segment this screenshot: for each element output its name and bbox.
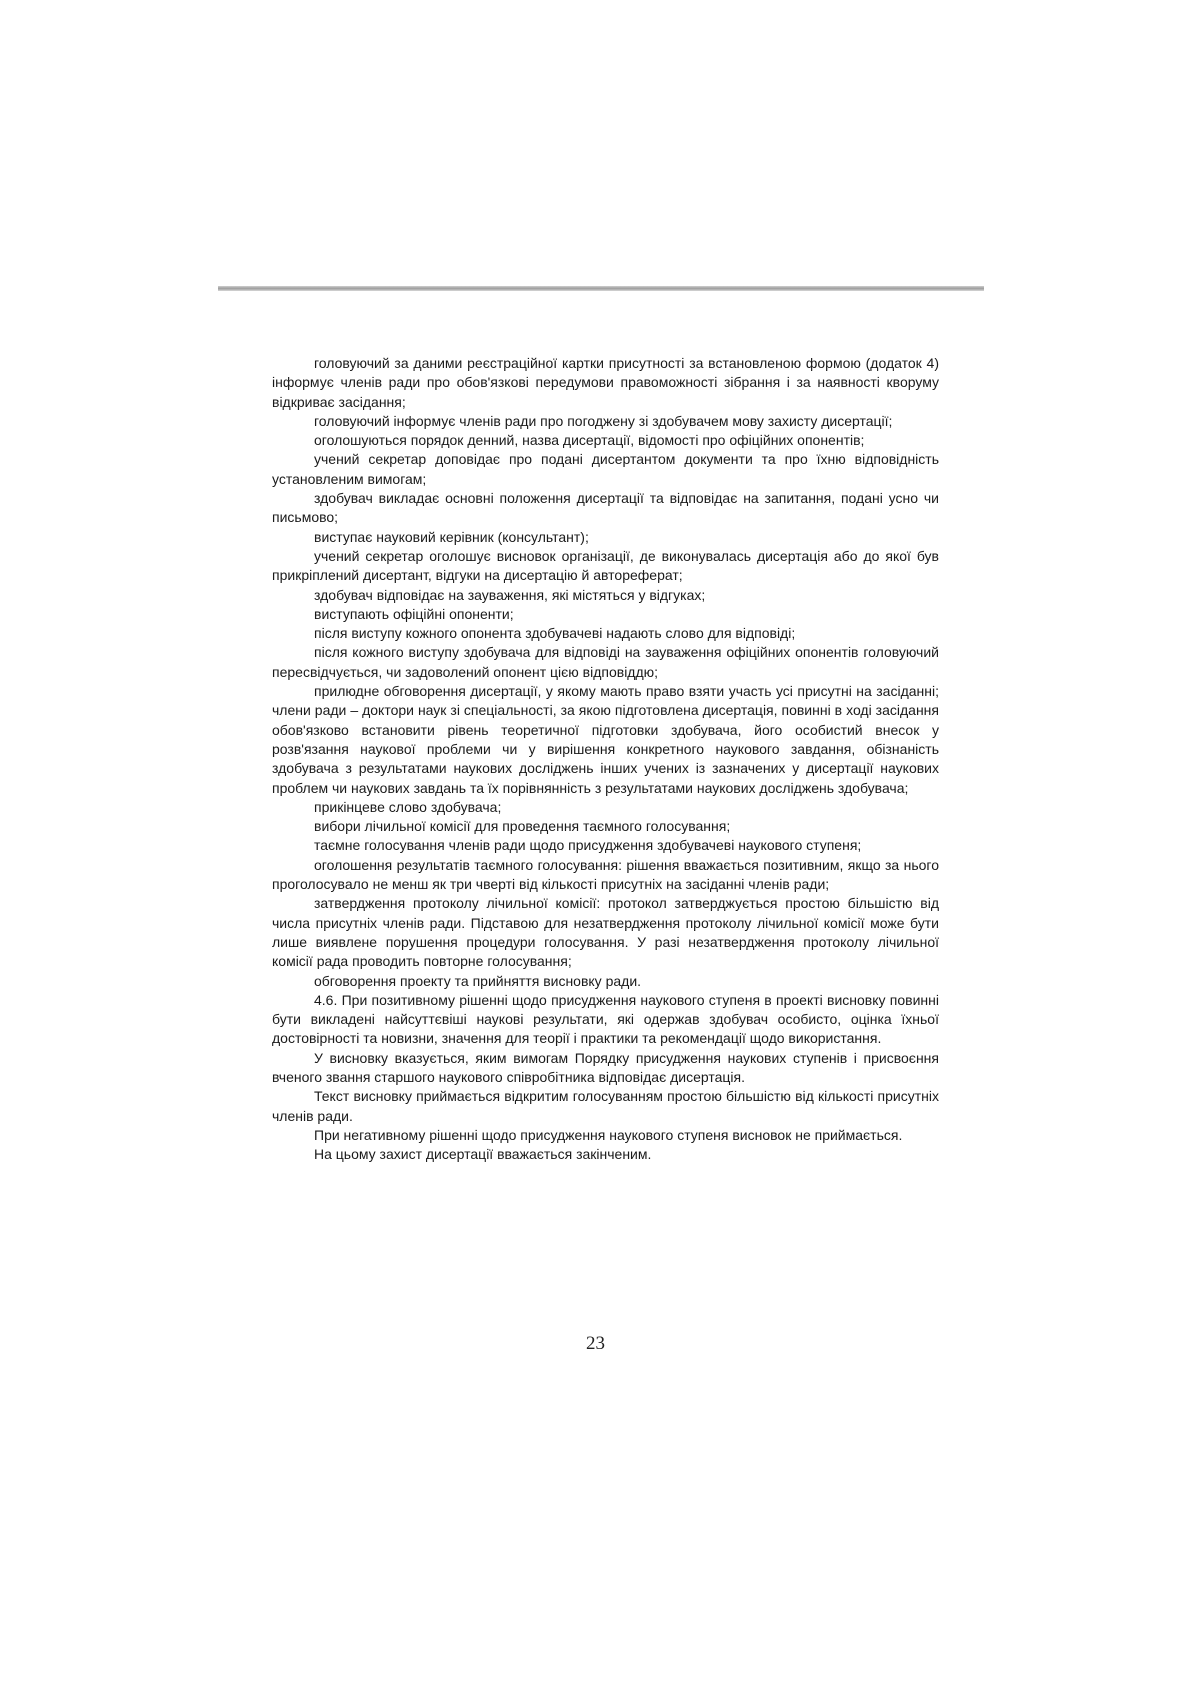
paragraph: головуючий інформує членів ради про погоджену зі здобувачем мову захисту дисертації; (314, 412, 893, 429)
paragraph: виступає науковий керівник (консультант); (314, 528, 589, 545)
main-text (272, 354, 939, 1164)
paragraph: оголошуються порядок денний, назва дисертації, відомості про офіційних опонентів; (314, 432, 865, 449)
paragraph: У висновку вказується, яким вимогам Порядку присудження наукових ступенів і присвоєння вченого звання старшого наукового співробітника відповідає дисертація. (272, 1049, 939, 1085)
header-rule (218, 286, 984, 291)
paragraph: оголошення результатів таємного голосування: рішення вважається позитивним, якщо за нього проголосувало не менш як три чверті від кількості присутніх на засіданні членів ради; (272, 856, 939, 893)
paragraph: 4.6. При позитивному рішенні щодо присудження наукового ступеня в проекті висновку повинні бути викладені найсуттєвіші наукові результати, які одержав здобувач особисто, оцінка їхньої достовірності та новизни, значення для теорії і практики та рекомендації щодо використання. (272, 991, 939, 1047)
paragraph: здобувач викладає основні положення дисертації та відповідає на запитання, подані усно чи письмово; (272, 490, 939, 526)
paragraph: Текст висновку приймається відкритим голосуванням простою більшістю від кількості присутніх членів ради. (272, 1088, 939, 1124)
paragraph: виступають офіційні опоненти; (314, 605, 514, 622)
paragraph: учений секретар оголошує висновок організації, де виконувалась дисертація або до якої був прикріплений дисертант, відгуки на дисертацію й автореферат; (272, 547, 939, 584)
paragraph: вибори лічильної комісії для проведення таємного голосування; (314, 818, 731, 835)
paragraph: учений секретар доповідає про подані дисертантом документи та про їхню відповідність установленим вимогам; (272, 451, 939, 487)
paragraph: здобувач відповідає на зауваження, які містяться у відгуках; (314, 586, 706, 603)
paragraph: прикінцеве слово здобувача; (314, 798, 502, 815)
paragraph: після кожного виступу здобувача для відповіді на зауваження офіційних опонентів головуючий пересвідчується, чи задоволений опонент цією відповіддю; (272, 644, 939, 680)
paragraph: затвердження протоколу лічильної комісії: протокол затверджується простою більшістю від числа присутніх членів ради. Підставою для незатвердження протоколу лічильної комісії може бути лише виявлене порушення процедури голосування. У разі незатвердження протоколу лічильної комісії рада проводить повторне голосування; (272, 895, 939, 970)
paragraph: При негативному рішенні щодо присудження наукового ступеня висновок не приймається. (314, 1126, 903, 1143)
paragraph: обговорення проекту та прийняття висновку ради. (314, 972, 642, 989)
paragraph: головуючий за даними реєстраційної картки присутності за встановленою формою (додаток 4) інформує членів ради про обов'язкові передумови правоможності зібрання і за наявності кворуму відкриває засідання; (272, 355, 939, 410)
paragraph: прилюдне обговорення дисертації, у якому мають право взяти участь усі присутні на засіданні; члени ради – доктори наук зі спеціальності, за якою підготовлена дисертація, повинні в ході засідання обов'язково встановити рівень теоретичної підготовки здобувача, його особистий внесок у розв'язання наукової проблеми чи у вирішення конкретного наукового завдання, обізнаність здобувача з результатами наукових досліджень інших учених із зазначених у дисертації наукових проблем чи наукових завдань та їх порівнянність з результатами наукових досліджень здобувача; (272, 683, 939, 796)
paragraph: таємне голосування членів ради щодо присудження здобувачеві наукового ступеня; (314, 837, 862, 854)
paragraph: На цьому захист дисертації вважається закінченим. (314, 1146, 652, 1163)
page-number: 23 (586, 1333, 605, 1354)
paragraph: після виступу кожного опонента здобувачеві надають слово для відповіді; (314, 625, 796, 642)
